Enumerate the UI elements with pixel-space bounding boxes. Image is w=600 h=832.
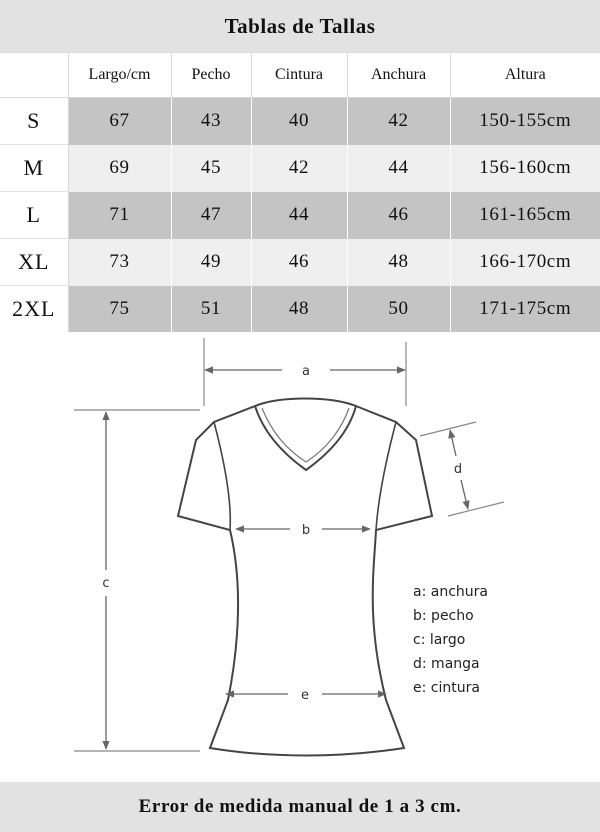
size-label: S [0,98,68,145]
header-pecho: Pecho [171,53,251,98]
legend-item-e: e: cintura [413,680,480,696]
table-row [0,98,600,145]
header-altura: Altura [450,53,600,98]
table-cell: 71 [68,192,171,239]
measure-d-arrow-down [461,480,468,509]
table-cell: 161-165cm [450,192,600,239]
legend-item-a: a: anchura [413,584,488,600]
table-row [0,239,600,286]
measure-d-bottom-guide [448,502,504,516]
size-label: XL [0,239,68,286]
table-cell: 51 [171,286,251,333]
table-row [0,192,600,239]
header-cintura: Cintura [251,53,347,98]
table-cell: 47 [171,192,251,239]
table-cell: 40 [251,98,347,145]
table-cell: 150-155cm [450,98,600,145]
size-label: 2XL [0,286,68,333]
table-cell: 46 [347,192,450,239]
measurement-legend [413,580,488,700]
table-cell: 50 [347,286,450,333]
legend-item-b: b: pecho [413,608,474,624]
size-label: L [0,192,68,239]
table-cell: 48 [251,286,347,333]
header-largo: Largo/cm [68,53,171,98]
table-cell: 49 [171,239,251,286]
tshirt-right-sleeve-seam [376,422,396,530]
table-cell: 44 [347,145,450,192]
measure-d-top-guide [420,422,476,436]
size-label: M [0,145,68,192]
table-cell: 45 [171,145,251,192]
measure-a-label: a [302,364,310,379]
legend-item-c: c: largo [413,632,466,648]
table-cell: 69 [68,145,171,192]
table-cell: 156-160cm [450,145,600,192]
measurement-error-note: Error de medida manual de 1 a 3 cm. [0,782,600,832]
table-cell: 171-175cm [450,286,600,333]
table-cell: 44 [251,192,347,239]
tshirt-measurement-diagram [0,330,600,780]
measure-e-label: e [301,688,309,703]
table-cell: 46 [251,239,347,286]
measure-d-label: d [453,462,463,477]
tshirt-neckline-inner [262,408,349,462]
table-cell: 42 [347,98,450,145]
header-corner [0,53,68,98]
table-cell: 75 [68,286,171,333]
table-cell: 43 [171,98,251,145]
table-header-row [0,53,600,98]
header-anchura: Anchura [347,53,450,98]
table-row [0,145,600,192]
table-cell: 67 [68,98,171,145]
measure-c-label: c [102,576,110,591]
table-row [0,286,600,333]
page-title: Tablas de Tallas [0,0,600,53]
size-chart-table [0,53,600,332]
measure-d-arrow-up [450,430,456,456]
legend-item-d: d: manga [413,656,480,672]
tshirt-left-sleeve-seam [214,422,230,530]
table-cell: 73 [68,239,171,286]
table-cell: 166-170cm [450,239,600,286]
table-cell: 42 [251,145,347,192]
measure-b-label: b [301,523,311,538]
tshirt-neckline [255,406,356,470]
table-cell: 48 [347,239,450,286]
